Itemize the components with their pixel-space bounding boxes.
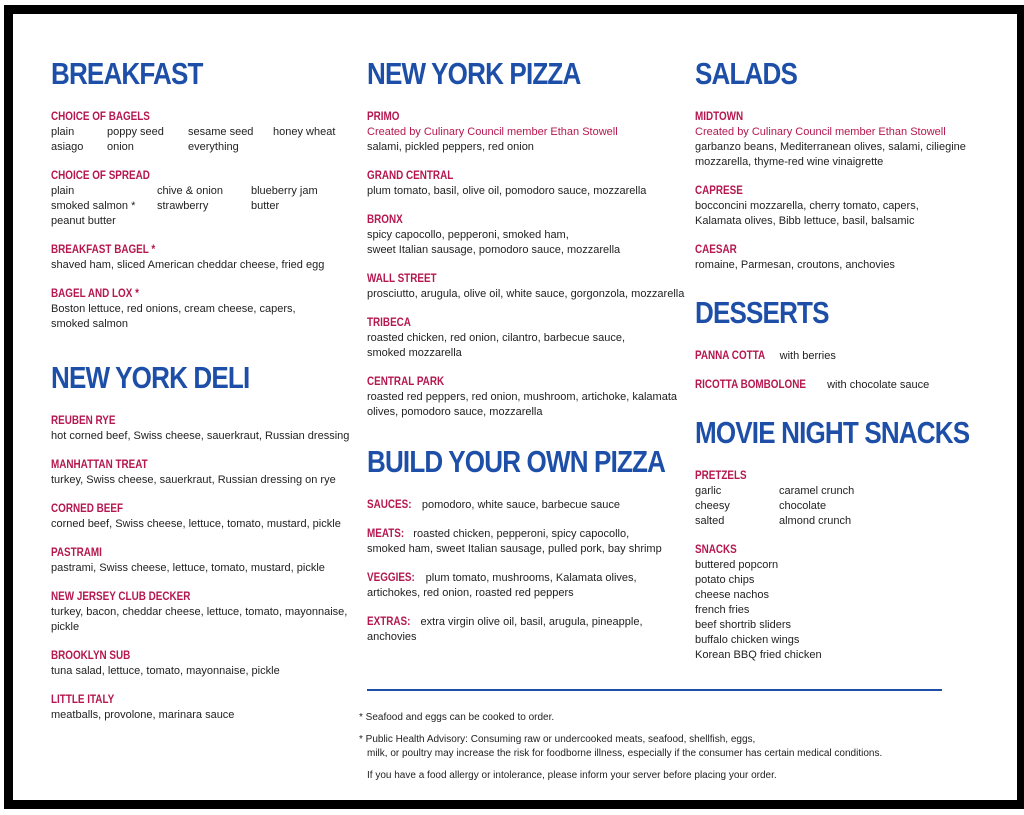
item-name: BRONX [367,214,403,226]
item-desc: smoked ham, sweet Italian sausage, pulled pork, bay shrimp [367,543,662,555]
item-desc: roasted chicken, pepperoni, spicy capocollo, [413,528,630,540]
item-desc: tuna salad, lettuce, tomato, mayonnaise, pickle [51,665,280,677]
spread-option: peanut butter [51,215,116,227]
item-name: BROOKLYN SUB [51,650,131,662]
pretzel-option: caramel crunch [779,485,855,497]
bagel-option: poppy seed [107,126,164,138]
spread-option: plain [51,185,75,197]
pretzel-option: chocolate [779,500,827,512]
snack-option: french fries [695,604,750,616]
menu-item [367,272,687,302]
chef-credit: Created by Culinary Council member Ethan Stowell [367,126,618,138]
item-desc: artichokes, red onion, roasted red peppers [367,587,574,599]
snack-option: beef shortrib sliders [695,619,791,631]
menu-item [51,693,351,723]
item-desc: anchovies [367,631,417,643]
item-desc: spicy capocollo, pepperoni, smoked ham, [367,229,569,241]
item-desc: pomodoro, white sauce, barbecue sauce [421,499,620,511]
item-name: GRAND CENTRAL [367,170,454,182]
footnote-advisory-cont: milk, or poultry may increase the risk for foodborne illness, especially if the consumer has certain medical conditions. [367,748,883,759]
spread-option: butter [251,200,280,212]
bagel-lox-desc: smoked salmon [51,318,129,330]
item-name: NEW JERSEY CLUB DECKER [51,591,191,603]
byo-item [367,498,687,513]
menu-item [51,414,351,444]
item-name: EXTRAS: [367,616,411,628]
spread-option [157,214,251,229]
pretzel-option: salted [695,515,725,527]
item-name: WALL STREET [367,273,437,285]
item-name: CENTRAL PARK [367,376,445,388]
breakfast-bagel-desc: shaved ham, sliced American cheddar cheese, fried egg [51,259,325,271]
snack-option: cheese nachos [695,589,769,601]
breakfast-bagel-item [51,243,351,273]
bagels-grid [51,125,351,155]
snack-option: Korean BBQ fried chicken [695,649,822,661]
pizza-heading: NEW YORK PIZZA [367,56,581,91]
menu-item [367,316,687,361]
bagel-option: everything [188,141,239,153]
bagel-option: plain [51,126,75,138]
spread-item [51,169,351,229]
item-desc: turkey, bacon, cheddar cheese, lettuce, tomato, mayonnaise, [51,606,348,618]
chef-credit: Created by Culinary Council member Ethan Stowell [695,126,946,138]
item-desc: Kalamata olives, Bibb lettuce, basil, balsamic [695,215,915,227]
pretzels-grid [695,484,995,529]
footnote-seafood: * Seafood and eggs can be cooked to order. [359,712,555,723]
snack-option: buttered popcorn [695,559,779,571]
column-right [695,52,995,677]
salads-heading: SALADS [695,56,798,91]
item-desc: extra virgin olive oil, basil, arugula, pineapple, [420,616,643,628]
bagels-name: CHOICE OF BAGELS [51,111,150,123]
dessert-item [695,349,995,364]
snack-option: buffalo chicken wings [695,634,800,646]
bagel-lox-desc: Boston lettuce, red onions, cream cheese, capers, [51,303,296,315]
item-name: REUBEN RYE [51,415,116,427]
item-name: SNACKS [695,544,737,556]
spread-option [251,214,351,229]
menu-item [51,546,351,576]
item-desc: hot corned beef, Swiss cheese, sauerkraut, Russian dressing [51,430,350,442]
snacks-item [695,543,995,663]
item-desc: corned beef, Swiss cheese, lettuce, tomato, mustard, pickle [51,518,341,530]
snacks-heading: MOVIE NIGHT SNACKS [695,415,970,450]
item-name: LITTLE ITALY [51,694,115,706]
item-name: TRIBECA [367,317,411,329]
byo-item [367,615,687,645]
dessert-item [695,378,995,393]
menu-item [695,184,995,229]
bagel-option: sesame seed [188,126,254,138]
bagel-option: honey wheat [273,126,336,138]
desserts-heading: DESSERTS [695,295,829,330]
item-name: PRETZELS [695,470,747,482]
column-left [51,52,351,737]
snack-option: potato chips [695,574,755,586]
menu-item [51,649,351,679]
item-name: MANHATTAN TREAT [51,459,148,471]
item-desc: smoked mozzarella [367,347,462,359]
item-desc: turkey, Swiss cheese, sauerkraut, Russian dressing on rye [51,474,336,486]
item-desc: olives, pomodoro sauce, mozzarella [367,406,543,418]
bagel-option [273,140,353,155]
spread-name: CHOICE OF SPREAD [51,170,150,182]
bagel-option: asiago [51,141,84,153]
footnote-advisory: * Public Health Advisory: Consuming raw or undercooked meats, seafood, shellfish, eggs, [359,734,756,745]
spread-option: blueberry jam [251,185,318,197]
item-name: PRIMO [367,111,400,123]
spread-option: smoked salmon * [51,200,136,212]
item-desc: pastrami, Swiss cheese, lettuce, tomato, mustard, pickle [51,562,325,574]
spread-option: chive & onion [157,185,224,197]
spread-option: strawberry [157,200,209,212]
item-desc: romaine, Parmesan, croutons, anchovies [695,259,895,271]
item-desc: roasted red peppers, red onion, mushroom, artichoke, kalamata [367,391,677,403]
item-desc: plum tomato, basil, olive oil, pomodoro sauce, mozzarella [367,185,647,197]
breakfast-heading: BREAKFAST [51,56,203,91]
pretzel-option: garlic [695,485,722,497]
menu-item [51,458,351,488]
menu-item [695,243,995,273]
item-desc: pickle [51,621,80,633]
item-desc: with berries [776,350,836,362]
item-desc: sweet Italian sausage, pomodoro sauce, mozzarella [367,244,621,256]
menu-item [695,110,995,170]
menu-item [51,502,351,532]
item-desc: salami, pickled peppers, red onion [367,141,534,153]
menu-item [367,213,687,258]
bagel-lox-item [51,287,351,332]
item-desc: roasted chicken, red onion, cilantro, barbecue sauce, [367,332,626,344]
byo-item [367,571,687,601]
menu-item [51,590,351,635]
menu-item [367,375,687,420]
bagel-lox-name: BAGEL AND LOX * [51,288,139,300]
item-name: RICOTTA BOMBOLONE [695,379,806,391]
footer-divider [367,689,942,691]
pretzel-option: almond crunch [779,515,852,527]
item-name: VEGGIES: [367,572,415,584]
item-desc: plum tomato, mushrooms, Kalamata olives, [425,572,637,584]
deli-heading: NEW YORK DELI [51,360,250,395]
item-name: MIDTOWN [695,111,744,123]
item-desc: meatballs, provolone, marinara sauce [51,709,235,721]
item-name: MEATS: [367,528,405,540]
menu-item [367,169,687,199]
byo-heading: BUILD YOUR OWN PIZZA [367,444,666,479]
item-desc: mozzarella, thyme-red wine vinaigrette [695,156,884,168]
item-name: CORNED BEEF [51,503,123,515]
column-middle [367,52,687,659]
item-name: PASTRAMI [51,547,102,559]
menu-frame [4,5,1024,809]
item-name: CAESAR [695,244,737,256]
item-name: SAUCES: [367,499,412,511]
pretzel-option: cheesy [695,500,730,512]
item-desc: garbanzo beans, Mediterranean olives, salami, ciliegine [695,141,966,153]
footnote-allergy: If you have a food allergy or intolerance, please inform your server before placing your order. [367,770,777,781]
breakfast-bagel-name: BREAKFAST BAGEL * [51,244,156,256]
spread-grid [51,184,351,229]
byo-item [367,527,687,557]
pretzels-item [695,469,995,529]
bagel-option: onion [107,141,134,153]
menu-item [367,110,687,155]
item-desc: with chocolate sauce [824,379,930,391]
item-name: PANNA COTTA [695,350,766,362]
item-desc: bocconcini mozzarella, cherry tomato, capers, [695,200,919,212]
item-name: CAPRESE [695,185,743,197]
item-desc: prosciutto, arugula, olive oil, white sauce, gorgonzola, mozzarella [367,288,685,300]
bagels-item [51,110,351,155]
